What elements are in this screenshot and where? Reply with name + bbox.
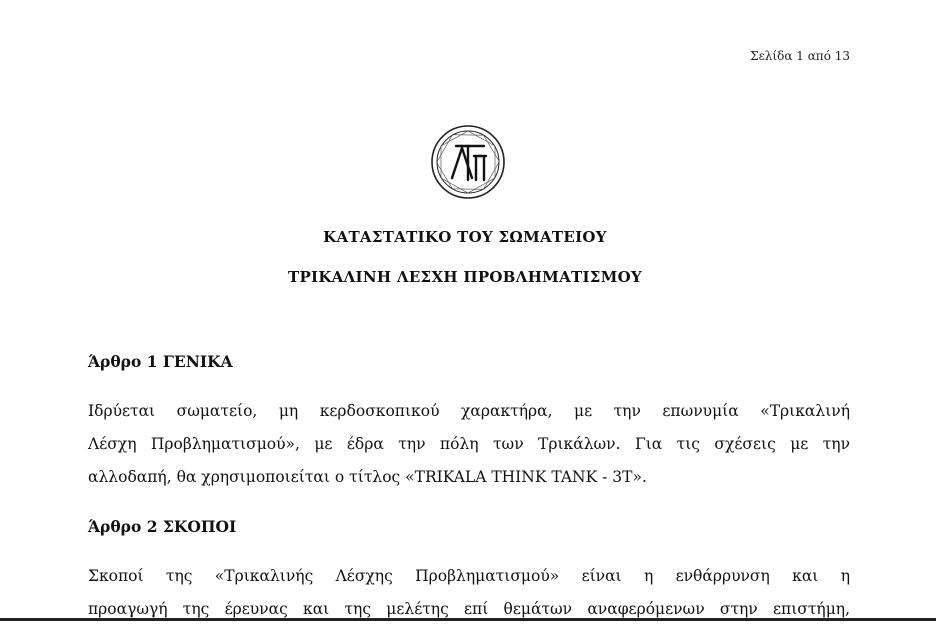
article-2-paragraph bbox=[88, 560, 850, 626]
article-2-heading: Άρθρο 2 ΣΚΟΠΟΙ bbox=[88, 517, 237, 536]
atp-monogram-seal-icon bbox=[430, 124, 506, 200]
paragraph-line: Σκοποί της «Τρικαλινής Λέσχης Προβληματισμού» είναι η ενθάρρυνση και η bbox=[88, 567, 850, 585]
document-subtitle: ΤΡΙΚΑΛΙΝΗ ΛΕΣΧΗ ΠΡΟΒΛΗΜΑΤΙΣΜΟΥ bbox=[287, 268, 642, 286]
paragraph-line: Ιδρύεται σωματείο, μη κερδοσκοπικού χαρακτήρα, με την επωνυμία «Τρικαλινή bbox=[88, 402, 850, 420]
article-1-paragraph bbox=[88, 395, 850, 494]
paragraph-line: αλλοδαπή, θα χρησιμοποιείται ο τίτλος «TRIKALA THINK TANK - 3T». bbox=[88, 468, 647, 486]
paragraph-line: προαγωγή της έρευνας και της μελέτης επί θεμάτων αναφερόμενων στην επιστήμη, bbox=[88, 600, 850, 618]
paragraph-line: Λέσχη Προβληματισμού», με έδρα την πόλη των Τρικάλων. Για τις σχέσεις με την bbox=[88, 435, 850, 453]
document-title: ΚΑΤΑΣΤΑΤΙΚΟ ΤΟΥ ΣΩΜΑΤΕΙΟΥ bbox=[323, 228, 607, 246]
page-number: Σελίδα 1 από 13 bbox=[750, 49, 850, 63]
article-1-heading: Άρθρο 1 ΓΕΝΙΚΑ bbox=[88, 352, 233, 371]
